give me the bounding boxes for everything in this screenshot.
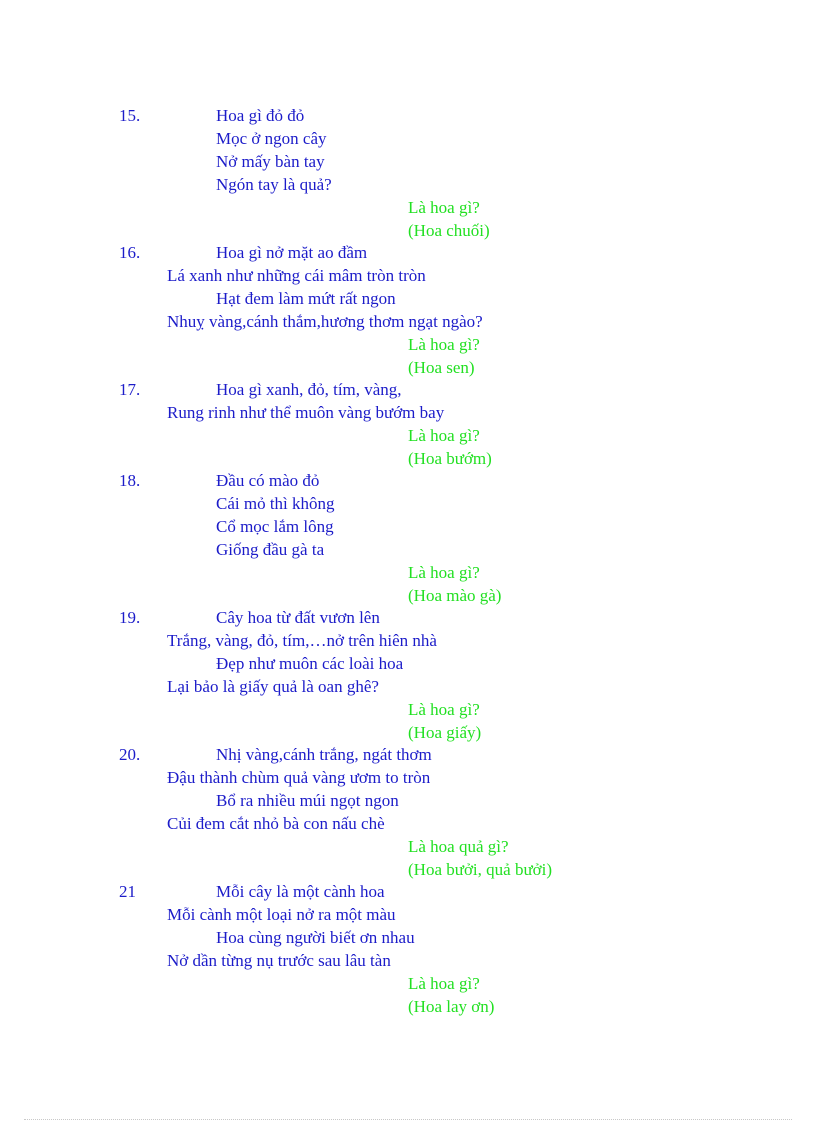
riddle-17-line-2: Rung rinh như thể muôn vàng bướm bay — [167, 403, 445, 422]
riddle-18-question: Là hoa gì? — [408, 563, 480, 582]
riddle-15-answer: (Hoa chuối) — [408, 221, 490, 240]
riddle-19-line-4: Lại bảo là giấy quả là oan ghê? — [167, 677, 379, 696]
riddle-21-number: 21 — [119, 882, 136, 901]
riddle-16-line-4: Nhuỵ vàng,cánh thắm,hương thơm ngạt ngào? — [167, 312, 483, 331]
riddle-15-line-4: Ngón tay là quả? — [216, 175, 332, 194]
riddle-15-line-1: Hoa gì đỏ đỏ — [216, 106, 305, 125]
riddle-18-line-3: Cổ mọc lắm lông — [216, 517, 334, 536]
riddle-15-line-2: Mọc ở ngon cây — [216, 129, 327, 148]
riddle-21-question: Là hoa gì? — [408, 974, 480, 993]
riddle-18-line-2: Cái mỏ thì không — [216, 494, 335, 513]
riddle-20-line-3: Bổ ra nhiều múi ngọt ngon — [216, 791, 399, 810]
riddle-16-question: Là hoa gì? — [408, 335, 480, 354]
riddle-20-number: 20. — [119, 745, 141, 764]
riddle-16-line-3: Hạt đem làm mứt rất ngon — [216, 289, 396, 308]
riddle-21-line-1: Mỗi cây là một cành hoa — [216, 882, 385, 901]
riddle-21-line-4: Nở dần từng nụ trước sau lâu tàn — [167, 951, 391, 970]
riddle-20-question: Là hoa quả gì? — [408, 837, 509, 856]
riddle-17-question: Là hoa gì? — [408, 426, 480, 445]
riddle-18-answer: (Hoa mào gà) — [408, 586, 502, 605]
riddle-19-line-2: Trắng, vàng, đỏ, tím,…nở trên hiên nhà — [167, 631, 437, 650]
riddle-15-question: Là hoa gì? — [408, 198, 480, 217]
riddle-17-line-1: Hoa gì xanh, đỏ, tím, vàng, — [216, 380, 402, 399]
riddle-19-line-3: Đẹp như muôn các loài hoa — [216, 654, 404, 673]
riddle-21-line-3: Hoa cùng người biết ơn nhau — [216, 928, 415, 947]
riddle-15-number: 15. — [119, 106, 141, 125]
riddle-19-number: 19. — [119, 608, 141, 627]
riddle-17-answer: (Hoa bướm) — [408, 449, 492, 468]
page-bottom-divider — [24, 1119, 792, 1120]
riddle-16-line-2: Lá xanh như những cái mâm tròn tròn — [167, 266, 426, 285]
riddle-20-answer: (Hoa bưởi, quả bưởi) — [408, 860, 553, 879]
riddle-19-question: Là hoa gì? — [408, 700, 480, 719]
riddle-21-line-2: Mỗi cành một loại nở ra một màu — [167, 905, 396, 924]
riddle-17-number: 17. — [119, 380, 141, 399]
riddle-18-line-1: Đầu có mào đỏ — [216, 471, 320, 490]
riddle-18-line-4: Giống đầu gà ta — [216, 540, 325, 559]
riddle-19-line-1: Cây hoa từ đất vươn lên — [216, 608, 380, 627]
riddle-20-line-1: Nhị vàng,cánh trắng, ngát thơm — [216, 745, 432, 764]
riddle-21-answer: (Hoa lay ơn) — [408, 997, 495, 1016]
riddle-15-line-3: Nở mấy bàn tay — [216, 152, 325, 171]
riddle-16-number: 16. — [119, 243, 141, 262]
riddle-20-line-4: Củi đem cắt nhỏ bà con nấu chè — [167, 814, 385, 833]
riddle-16-answer: (Hoa sen) — [408, 358, 475, 377]
riddle-16-line-1: Hoa gì nở mặt ao đầm — [216, 243, 368, 262]
riddle-19-answer: (Hoa giấy) — [408, 723, 482, 742]
riddle-18-number: 18. — [119, 471, 141, 490]
riddle-20-line-2: Đậu thành chùm quả vàng ươm to tròn — [167, 768, 431, 787]
